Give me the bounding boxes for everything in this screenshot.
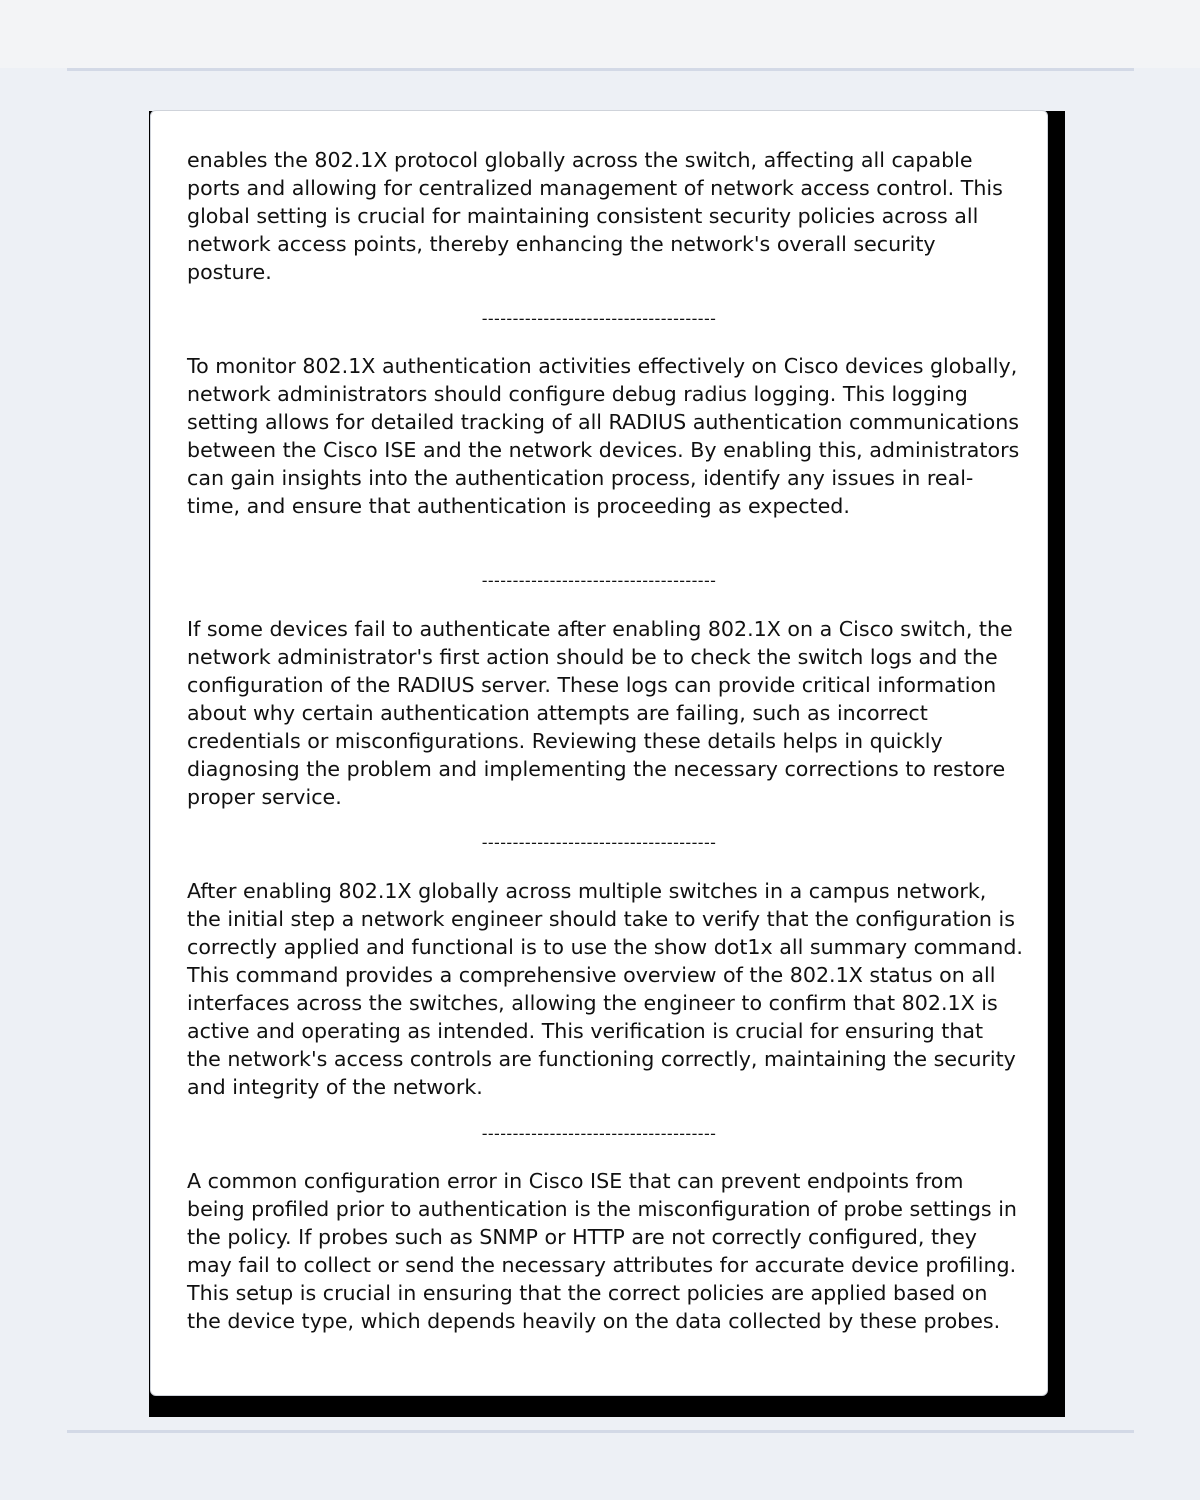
paragraph: enables the 802.1X protocol globally across the switch, affecting all capable ports and allowing for centralized management of network access control. This global setting is crucial for maintaining consistent security policies across all network access points, thereby enhancing the network's overall security posture. bbox=[187, 148, 1003, 285]
paragraph: If some devices fail to authenticate after enabling 802.1X on a Cisco switch, the network administrator's first action should be to check the switch logs and the configuration of the RADIUS server. These logs can provide critical information about why certain authentication attempts are failing, such as incorrect credentials or misconfigurations. Reviewing these details helps in quickly diagnosing the problem and implementing the necessary corrections to restore proper service. bbox=[187, 617, 1013, 810]
paragraph: To monitor 802.1X authentication activities effectively on Cisco devices globally, network administrators should configure debug radius logging. This logging setting allows for detailed tracking of all RADIUS authentication communications between the Cisco ISE and the network devices. By enabling this, administrators can gain insights into the authentication process, identify any issues in real-time, and ensure that authentication is proceeding as expected. bbox=[187, 354, 1020, 519]
separator: -------------------------------------- bbox=[481, 833, 717, 852]
top-divider bbox=[67, 68, 1134, 71]
document-page bbox=[150, 110, 1048, 1396]
separator: -------------------------------------- bbox=[481, 571, 717, 590]
paragraph: A common configuration error in Cisco ISE that can prevent endpoints from being profiled prior to authentication is the misconfiguration of probe settings in the policy. If probes such as SNMP or HTTP are not correctly configured, they may fail to collect or send the necessary attributes for accurate device profiling. This setup is crucial in ensuring that the correct policies are applied based on the device type, which depends heavily on the data collected by these probes. bbox=[187, 1169, 1017, 1334]
paragraph: After enabling 802.1X globally across multiple switches in a campus network, the initial step a network engineer should take to verify that the configuration is correctly applied and functional is to use the show dot1x all summary command. This command provides a comprehensive overview of the 802.1X status on all interfaces across the switches, allowing the engineer to confirm that 802.1X is active and operating as intended. This verification is crucial for ensuring that the network's access controls are functioning correctly, maintaining the security and integrity of the network. bbox=[187, 879, 1023, 1100]
separator: -------------------------------------- bbox=[481, 1124, 717, 1143]
bottom-divider bbox=[67, 1430, 1134, 1433]
top-bar bbox=[0, 0, 1200, 68]
separator: -------------------------------------- bbox=[481, 309, 717, 328]
